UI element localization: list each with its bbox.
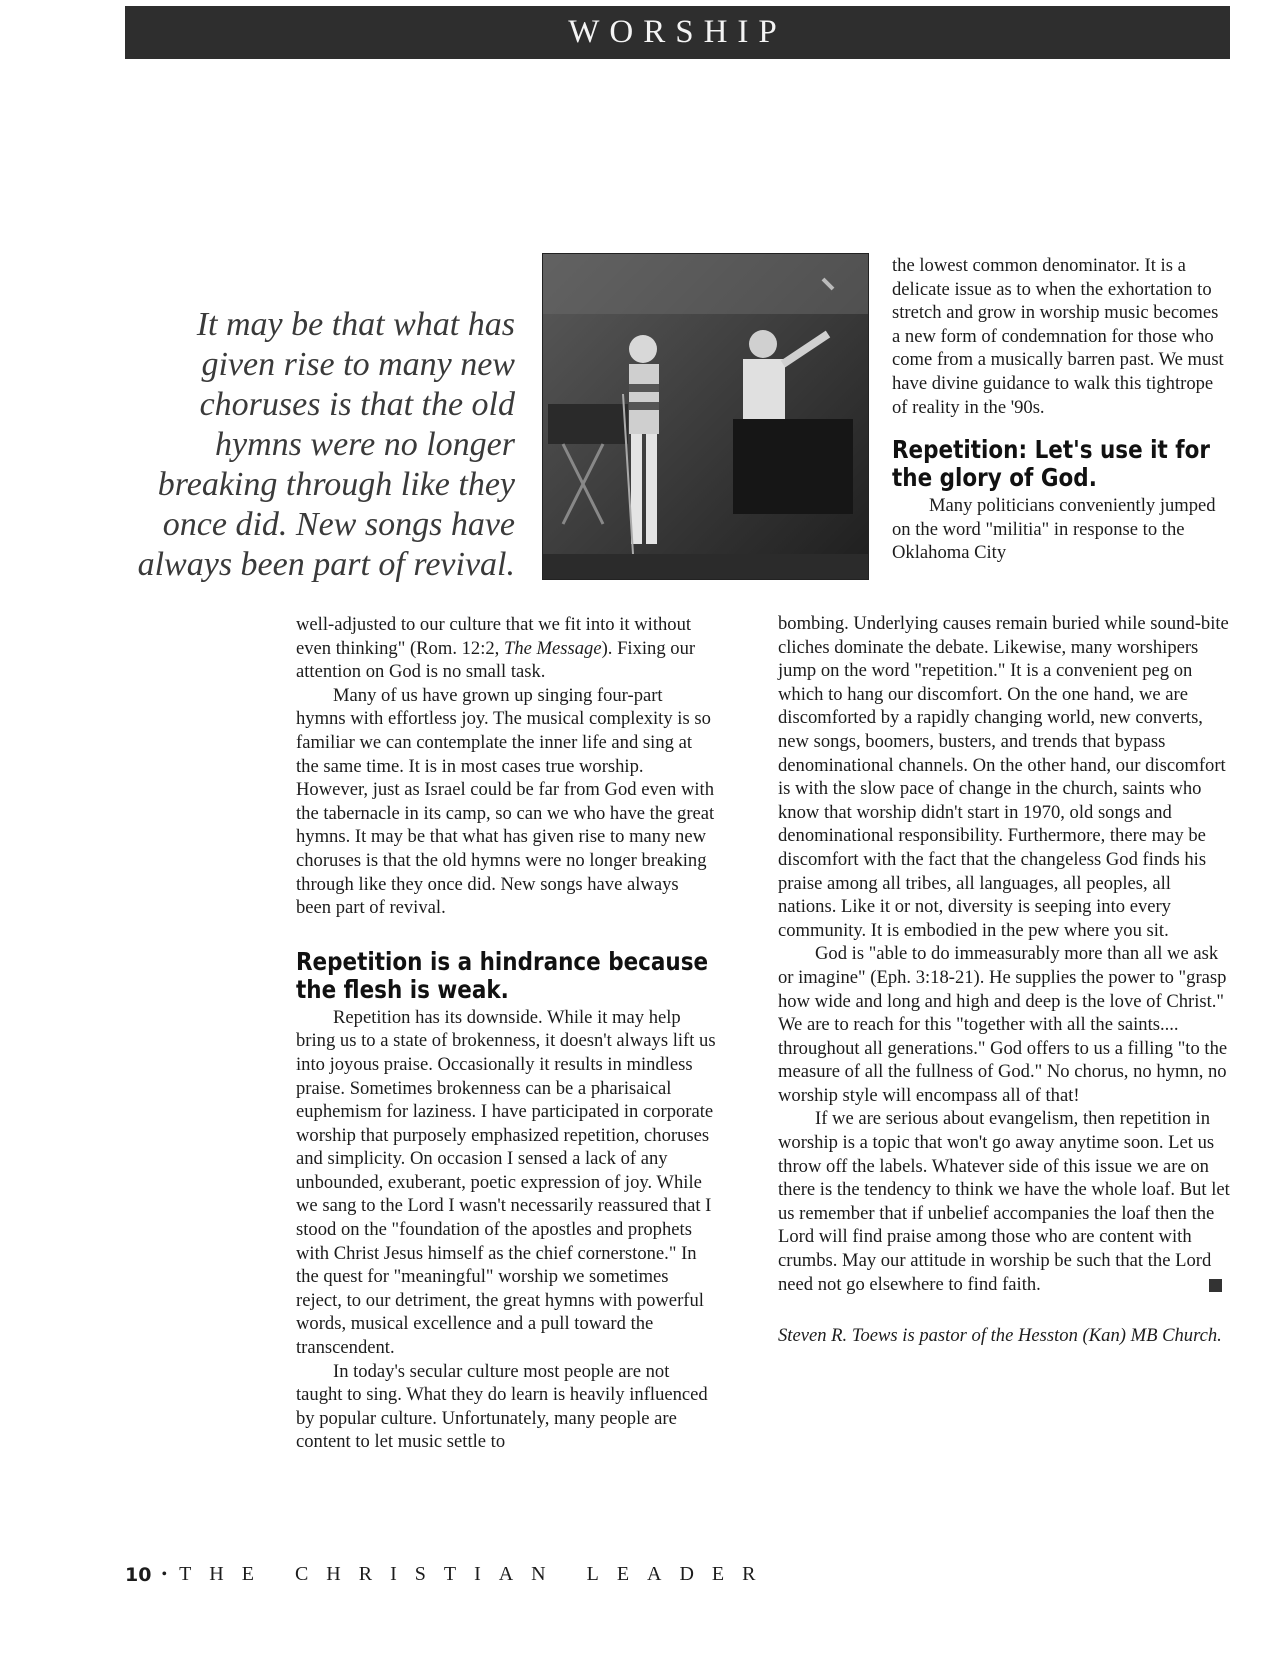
right-column-top: [892, 254, 1230, 565]
section-title: WORSHIP: [568, 14, 787, 50]
left-paragraph-4: In today's secular culture most people are not taught to sing. What they do learn is heavily influenced by popular culture. Unfortunately, many people are content to let music settle to: [296, 1360, 708, 1453]
end-mark-icon: [1209, 1279, 1222, 1292]
right-paragraph-3: God is "able to do immeasurably more than all we ask or imagine" (Eph. 3:18-21). He supplies the power to "grasp how wide and long and high and deep is the love of Christ." We are to reach for this "together with all the saints.... throughout all generations." God offers to us a filling "to the measure of all the fullness of God." No chorus, no hymn, no worship style will encompass all of that!: [778, 943, 1228, 1106]
footer-bullet: •: [161, 1565, 170, 1583]
left-paragraph-1: well-adjusted to our culture that we fit into it without even thinking" (Rom. 12:2, The Message). Fixing our attention on God is no small task.: [296, 614, 696, 683]
page-footer: [125, 1563, 774, 1586]
right-paragraph-2-intro: Many politicians conveniently jumped on the word "militia" in response to the Oklahoma City: [892, 495, 1216, 564]
left-paragraph-2: Many of us have grown up singing four-part hymns with effortless joy. The musical complexity is so familiar we can contemplate the inner life and sing at the same time. It is in most cases true worship. However, just as Israel could be far from God even with the tabernacle in its camp, so can we who have the great hymns. It may be that what has given rise to many new choruses is that the old hymns were no longer breaking through like they once did. New songs have always been part of revival.: [296, 684, 715, 919]
magazine-name: THE CHRISTIAN LEADER: [179, 1563, 774, 1585]
worship-photo: [542, 253, 869, 580]
right-column-bottom: [778, 612, 1230, 1348]
pull-quote: It may be that what has given rise to many new choruses is that the old hymns were no longer breaking through like they once did. New songs have always been part of revival.: [137, 306, 515, 583]
left-column: [296, 613, 716, 1454]
right-subheading: Repetition: Let's use it for the glory of God.: [892, 435, 1211, 493]
section-header-bar: [125, 6, 1230, 59]
left-paragraph-3: Repetition has its downside. While it may help bring us to a state of brokenness, it doesn't always lift us into joyous praise. Occasionally it results in mindless praise. Sometimes brokenness can be a pharisaical euphemism for laziness. I have participated in corporate worship that purposely emphasized repetition, choruses and simplicity. On occasion I sensed a lack of any unbounded, exuberant, poetic expression of joy. While we sang to the Lord I wasn't necessarily reassured that I stood on the "foundation of the apostles and prophets with Christ Jesus himself as the chief cornerstone." In the quest for "meaningful" worship we sometimes reject, to our detriment, the great hymns with powerful words, musical excellence and a pull toward the transcendent.: [296, 1006, 716, 1359]
author-bio: Steven R. Toews is pastor of the Hesston (Kan) MB Church.: [778, 1325, 1222, 1347]
left-subheading: Repetition is a hindrance because the flesh is weak.: [296, 946, 709, 1004]
right-paragraph-1: the lowest common denominator. It is a delicate issue as to when the exhortation to stretch and grow in worship music becomes a new form of condemnation for those who come from a musically barren past. We must have divine guidance to walk this tightrope of reality in the '90s.: [892, 255, 1224, 418]
book-title: The Message: [503, 637, 602, 659]
page-number: 10: [125, 1563, 152, 1586]
right-paragraph-4: If we are serious about evangelism, then repetition in worship is a topic that won't go away anytime soon. Let us throw off the labels. Whatever side of this issue we are on there is the tendency to think we have the whole loaf. But let us remember that if unbelief accompanies the loaf then the Lord will find praise among those who are content with crumbs. May our attitude in worship be such that the Lord need not go elsewhere to find faith.: [778, 1108, 1230, 1295]
right-paragraph-2-rest: bombing. Underlying causes remain buried while sound-bite cliches dominate the debate. Likewise, many worshipers jump on the word "repetition." It is a convenient peg on which to hang our discomfort. On the one hand, we are discomforted by a rapidly changing world, new converts, new songs, boomers, busters, and trends that bypass denominational channels. On the other hand, our discomfort is with the slow pace of change in the church, saints who know that worship didn't start in 1970, old songs and denominational responsibility. Furthermore, there may be discomfort with the fact that the changeless God finds his praise among all tribes, all languages, all peoples, all nations. Like it or not, diversity is seeping into every community. It is embodied in the pew where you sit.: [778, 613, 1229, 941]
